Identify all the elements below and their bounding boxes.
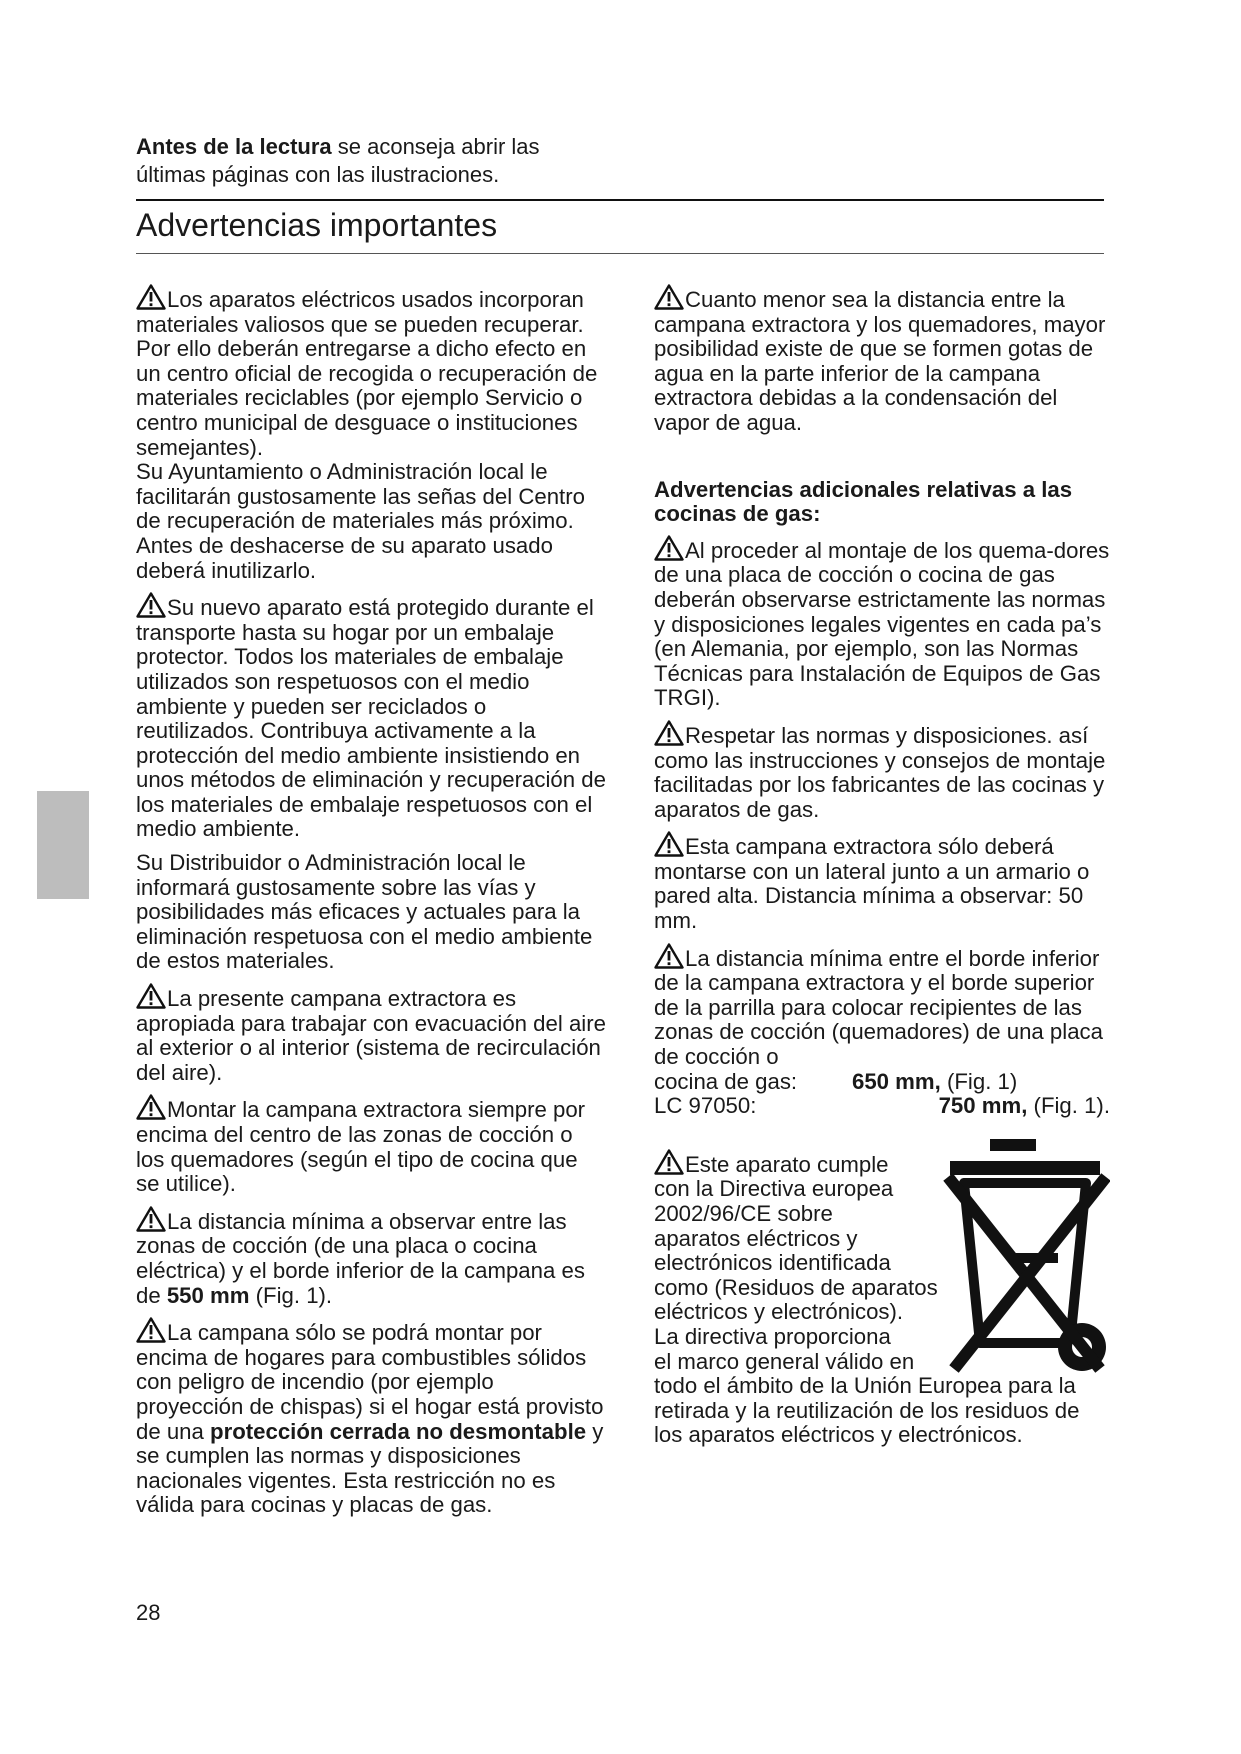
weee-line: aparatos eléctricos y	[654, 1225, 858, 1251]
gas-distance-value-group	[852, 1070, 1017, 1095]
warning-triangle-icon	[654, 284, 684, 310]
weee-line: La directiva proporciona	[654, 1323, 891, 1349]
warning-triangle-icon	[136, 1317, 166, 1343]
warning-triangle-icon	[654, 720, 684, 746]
weee-line: con la Directiva europea	[654, 1176, 894, 1202]
model-label: LC 97050:	[654, 1093, 757, 1119]
page-number: 28	[136, 1600, 161, 1625]
warning-triangle-icon	[136, 284, 166, 310]
packaging-text: Su nuevo aparato está protegido durante el transporte hasta su hogar por un embalaje protector. Todos los materiales de embalaje utilizados son respetuosos con el medio ambiente y pueden ser reciclados o reutilizados. Contribuya activamente a la protección del medio ambiente insistiendo en unos métodos de eliminación y recuperación de los materiales de embalaje respetuosos con el medio ambiente.	[136, 595, 606, 842]
min-distance-fig: (Fig. 1).	[249, 1282, 333, 1308]
warning-triangle-icon	[136, 983, 166, 1009]
model-distance-row	[654, 1094, 1110, 1119]
gas-distance-fig: (Fig. 1)	[940, 1068, 1018, 1094]
section-title: Advertencias importantes	[136, 207, 498, 243]
left-column	[136, 284, 606, 1527]
weee-tail: todo el ámbito de la Unión Europea para la retirada y la reutilización de los residuos de los aparatos eléctricos y electrónicos.	[654, 1373, 1080, 1448]
municipality-paragraph: Su Ayuntamiento o Administración local le facilitarán gustosamente las señas del Centro de recuperación de materiales más próximo.	[136, 459, 585, 534]
exhaust-mode-text: La presente campana extractora es apropiada para trabajar con evacuación del aire al exterior o al interior (sistema de recirculación del aire).	[136, 986, 606, 1085]
disable-appliance-paragraph: Antes de deshacerse de su aparato usado deberá inutilizarlo.	[136, 532, 553, 583]
warning-paragraph	[654, 720, 1110, 822]
reading-tip-bold: Antes de la lectura	[136, 134, 332, 159]
solid-fuel-text: La campana sólo se podrá montar por encima de hogares para combustibles sólidos con peligro de incendio (por ejemplo proyección de chispas) si el hogar está provisto de una	[136, 1320, 604, 1444]
gas-cooker-subheading: Advertencias adicionales relativas a las cocinas de gas:	[654, 476, 1073, 527]
reading-tip-line2: últimas páginas con las ilustraciones.	[136, 162, 500, 187]
top-rule	[136, 199, 1104, 201]
warning-paragraph	[654, 535, 1110, 711]
grid-distance-text: La distancia mínima entre el borde inferior de la campana extractora y el borde superior de la parrilla para colocar recipientes de las zonas de cocción (quemadores) de una placa de cocción o	[654, 945, 1103, 1070]
min-distance-text: La distancia mínima a observar entre las zonas de cocción (de una placa o cocina eléctrica) y el borde inferior de la campana es de	[136, 1208, 585, 1308]
weee-notice	[654, 1149, 1110, 1448]
min-distance-value: 550 mm	[166, 1282, 250, 1308]
warning-triangle-icon	[136, 1094, 166, 1120]
warning-paragraph	[654, 831, 1110, 933]
warning-triangle-icon	[654, 1149, 684, 1175]
warning-paragraph	[136, 983, 606, 1085]
reading-tip-rest: se aconseja abrir las	[331, 134, 540, 159]
warning-triangle-icon	[136, 1206, 166, 1232]
warning-paragraph	[136, 1206, 606, 1308]
weee-line: el marco general válido en	[654, 1348, 915, 1374]
crossed-out-wheelie-bin-icon	[940, 1133, 1110, 1383]
weee-line: electrónicos identificada	[654, 1250, 891, 1276]
warning-paragraph	[136, 1094, 606, 1196]
distributor-paragraph: Su Distribuidor o Administración local le informará gustosamente sobre las vías y posibilidades más eficaces y actuales para la eliminación respetuosa con el medio ambiente de estos materiales.	[136, 850, 593, 974]
gas-regulations-text: Al proceder al montaje de los quema-dores de una placa de cocción o cocina de gas deberán observarse estrictamente las normas y disposiciones legales vigentes en cada pa’s (en Alemania, por ejemplo, son las Normas Técnicas para Instalación de Equipos de Gas TRGI).	[654, 537, 1110, 711]
warning-paragraph	[136, 1317, 606, 1518]
weee-line: como (Residuos de aparatos	[654, 1274, 938, 1300]
right-column	[654, 284, 1110, 1448]
solid-fuel-bold: protección cerrada no desmontable	[210, 1418, 587, 1444]
warning-triangle-icon	[654, 943, 684, 969]
model-distance-value: 750 mm,	[938, 1093, 1028, 1119]
mounting-position-text: Montar la campana extractora siempre por encima del centro de las zonas de cocción o los quemadores (según el tipo de cocina que se utilice).	[136, 1097, 586, 1197]
side-mounting-text: Esta campana extractora sólo deberá montarse con un lateral junto a un armario o pared alta. Distancia mínima a observar: 50 mm.	[654, 834, 1090, 934]
condensation-text: Cuanto menor sea la distancia entre la campana extractora y los quemadores, mayor posibilidad existe de que se formen gotas de agua en la parte inferior de la campana extractora debidas a la condensación del vapor de agua.	[654, 287, 1106, 435]
weee-line: eléctricos y electrónicos).	[654, 1299, 904, 1325]
warning-paragraph	[136, 592, 606, 842]
manufacturer-instructions-text: Respetar las normas y disposiciones. así como las instrucciones y consejos de montaje facilitadas por los fabricantes de las cocinas y aparatos de gas.	[654, 722, 1106, 822]
gas-distance-row	[654, 1070, 1110, 1095]
recycling-text: Los aparatos eléctricos usados incorporan materiales valiosos que se pueden recuperar. Por ello deberán entregarse a dicho efecto en un centro oficial de recogida o recuperación de materiales reciclables (por ejemplo Servicio o centro municipal de desguace o instituciones semejantes).	[136, 287, 598, 460]
gas-distance-value: 650 mm,	[852, 1068, 941, 1094]
solid-fuel-rest: y se cumplen las normas y disposiciones nacionales vigentes. Esta restricción no es válida para cocinas y placas de gas.	[136, 1418, 604, 1518]
warning-paragraph	[654, 943, 1110, 1119]
model-distance-value-group	[939, 1094, 1110, 1119]
warning-triangle-icon	[136, 592, 166, 618]
reading-tip	[136, 133, 656, 189]
weee-line: 2002/96/CE sobre	[654, 1201, 833, 1226]
warning-paragraph	[136, 284, 606, 460]
title-rule	[136, 253, 1104, 254]
warning-triangle-icon	[654, 535, 684, 561]
gas-distance-label: cocina de gas:	[654, 1068, 798, 1094]
warning-triangle-icon	[654, 831, 684, 857]
weee-line: Este aparato cumple	[685, 1151, 889, 1177]
language-side-tab	[37, 791, 89, 899]
warning-paragraph	[654, 284, 1110, 436]
model-distance-fig: (Fig. 1).	[1027, 1093, 1110, 1119]
